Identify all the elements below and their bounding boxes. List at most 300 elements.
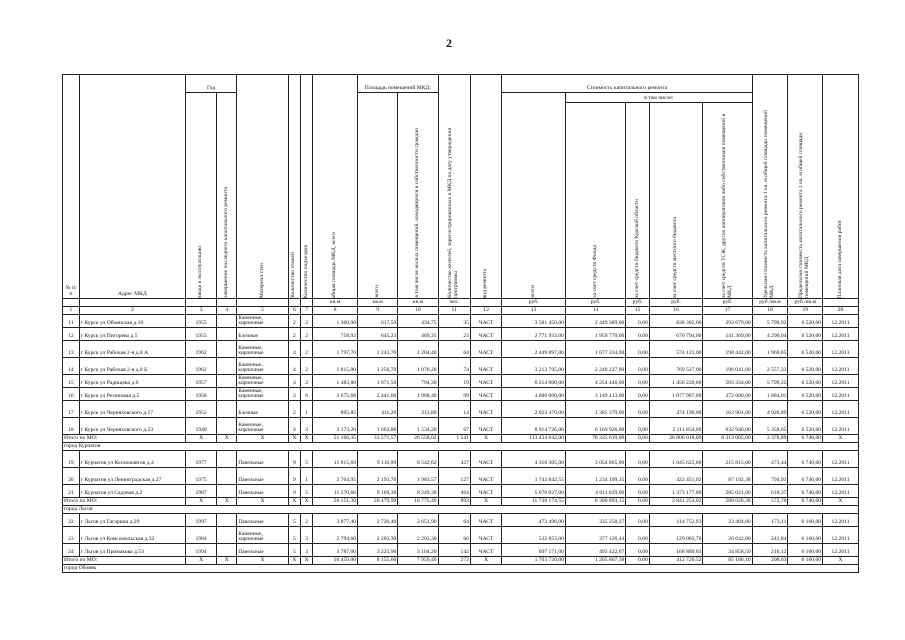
cell-c1: 1 677 334,00 — [565, 341, 625, 358]
header-year-commission: ввода в эксплуатацию — [185, 93, 216, 299]
cell-c4: 285 021,00 — [703, 485, 752, 498]
cell-y1: 1955 — [185, 315, 216, 328]
cell-en: 2 — [301, 375, 313, 388]
table-row — [63, 544, 859, 557]
total-c1: 1 205 807,38 — [565, 557, 625, 565]
cell-d: 12.2011 — [823, 315, 859, 328]
row-address: г Курск ул Обоянская д.10 — [79, 315, 185, 328]
total-l: 6 740,00 — [788, 498, 823, 506]
cell-c3: 1 456 220,00 — [649, 375, 703, 388]
cell-d: 12.2011 — [823, 358, 859, 375]
row-number: 23 — [63, 527, 80, 544]
header-cost-total: всего — [502, 93, 566, 299]
total-c1: 78 335 619,00 — [565, 435, 625, 443]
cell-y2 — [217, 315, 237, 328]
header-cost-owners: за счет средств ТСЖ, других кооперативов либо собственников помещений в МКД — [703, 103, 752, 299]
cell-c2: 0,00 — [626, 514, 649, 527]
cell-area: 1 797,70 — [313, 341, 358, 358]
cell-c3: 168 889,83 — [649, 544, 703, 557]
cell-c: 4 600 000,00 — [502, 388, 566, 401]
cell-y1: 1957 — [185, 375, 216, 388]
cell-a1: 1 243,70 — [358, 341, 398, 358]
total-c4: 85 186,10 — [703, 557, 752, 565]
header-year-last-repair: завершение последнего капитального ремонта — [217, 93, 237, 299]
cell-y2 — [217, 485, 237, 498]
cell-en: 1 — [301, 468, 313, 485]
row-number: 24 — [63, 544, 80, 557]
cell-y1: 1962 — [185, 341, 216, 358]
total-y1: X — [185, 557, 216, 565]
total-a1: 8 155,60 — [358, 557, 398, 565]
total-a2: 18 775,49 — [398, 498, 438, 506]
total-label: Итого по МО: — [63, 557, 186, 565]
cell-fl: 4 — [288, 341, 300, 358]
cell-c4: 293 679,00 — [703, 315, 752, 328]
cell-y2 — [217, 544, 237, 557]
total-c4: 8 313 005,00 — [703, 435, 752, 443]
cell-c2: 0,00 — [626, 418, 649, 435]
cell-mat: Каменные, кирпичные — [237, 315, 288, 328]
cell-c: 2 771 933,00 — [502, 328, 566, 341]
cell-d: 12.2011 — [823, 418, 859, 435]
cell-c1: 493 422,67 — [565, 544, 625, 557]
row-address: г Курчатов ул Космонавтов д.4 — [79, 451, 185, 468]
row-address: г Курск ул Радищева д.6 — [79, 375, 185, 388]
cell-u: 5 799,25 — [752, 375, 788, 388]
cell-d: 12.2011 — [823, 328, 859, 341]
cell-type: ЧАСТ — [470, 375, 501, 388]
cell-c2: 0,00 — [626, 328, 649, 341]
cell-c: 2 023 470,00 — [502, 401, 566, 418]
cell-u: 4 920,89 — [752, 401, 788, 418]
cell-y2 — [217, 341, 237, 358]
total-l: 6 160,00 — [788, 557, 823, 565]
cell-c1: 4 254 446,00 — [565, 375, 625, 388]
cell-l: 6 520,00 — [788, 418, 823, 435]
total-c3: 412 726,52 — [649, 557, 703, 565]
cell-l: 6 520,00 — [788, 315, 823, 328]
cell-u: 618,37 — [752, 485, 788, 498]
row-address: г Курск ул Резиновая д.5 — [79, 388, 185, 401]
row-address: г Курск ул Пигорева д.5 — [79, 328, 185, 341]
cell-c2: 0,00 — [626, 544, 649, 557]
header-wall-material: Материал стен — [237, 75, 288, 299]
total-row — [63, 435, 859, 443]
cell-a2: 1 204,40 — [398, 341, 438, 358]
cell-area: 1 483,80 — [313, 375, 358, 388]
header-cost-group: Стоимость капитального ремонта — [502, 75, 752, 93]
header-unit-cost: Удельная стоимость капитального ремонта 1 кв. м общей площади помещений МКД — [752, 75, 788, 299]
cell-area: 11 815,69 — [313, 451, 358, 468]
cell-area: 3 173,20 — [313, 418, 358, 435]
total-d: X — [823, 557, 859, 565]
cell-l: 6 740,00 — [788, 451, 823, 468]
cell-c1: 1 385 379,00 — [565, 401, 625, 418]
cell-type: ЧАСТ — [470, 315, 501, 328]
total-l: 6 740,00 — [788, 435, 823, 443]
cell-l: 6 160,00 — [788, 527, 823, 544]
total-y2: X — [217, 498, 237, 506]
cell-c1: 3 054 865,00 — [565, 451, 625, 468]
cell-type: ЧАСТ — [470, 451, 501, 468]
cell-res: 64 — [438, 341, 470, 358]
row-address: г Курск ул Черняховского д.23 — [79, 418, 185, 435]
cell-mat: Каменные, кирпичные — [237, 375, 288, 388]
cell-mat: Блочные — [237, 328, 288, 341]
cell-y2 — [217, 527, 237, 544]
cell-c: 6 214 000,00 — [502, 375, 566, 388]
cell-a1: 411,20 — [358, 401, 398, 418]
total-c2: 0,00 — [626, 557, 649, 565]
cell-c1: 2 248 227,00 — [565, 358, 625, 375]
total-type: X — [470, 498, 501, 506]
cell-c2: 0,00 — [626, 375, 649, 388]
header-entrances: Количество подъездов — [301, 75, 313, 299]
cell-a2: 1 908,40 — [398, 388, 438, 401]
total-res: 272 — [438, 557, 470, 565]
cell-a1: 617,50 — [358, 315, 398, 328]
row-address: г Курск ул Рабочая 2-я д.8 Б — [79, 358, 185, 375]
total-en: X — [301, 498, 313, 506]
cell-c: 3 213 795,00 — [502, 358, 566, 375]
total-fl: X — [288, 498, 300, 506]
cell-a2: 794,30 — [398, 375, 438, 388]
city-name: город Льгов — [63, 506, 859, 514]
cell-c3: 422 451,02 — [649, 468, 703, 485]
cell-area: 1 815,00 — [313, 358, 358, 375]
cell-c3: 129 083,76 — [649, 527, 703, 544]
repair-program-table — [62, 74, 859, 573]
row-number: 13 — [63, 341, 80, 358]
table-row — [63, 418, 859, 435]
total-u: 572,76 — [752, 498, 788, 506]
cell-l: 6 520,00 — [788, 388, 823, 401]
total-c4: 588 028,38 — [703, 498, 752, 506]
cell-c: 4 316 305,00 — [502, 451, 566, 468]
cell-a2: 3 104,20 — [398, 544, 438, 557]
total-type: X — [470, 435, 501, 443]
table-row — [63, 315, 859, 328]
cell-area: 3 877,40 — [313, 514, 358, 527]
cell-u: 173,11 — [752, 514, 788, 527]
row-address: г Курск ул Черняховского д.17 — [79, 401, 185, 418]
cell-type: ЧАСТ — [470, 388, 501, 401]
row-number: 12 — [63, 328, 80, 341]
cell-type: ЧАСТ — [470, 401, 501, 418]
cell-en: 1 — [301, 401, 313, 418]
cell-a1: 2 193,70 — [358, 468, 398, 485]
cell-mat: Каменные, кирпичные — [237, 527, 288, 544]
table-row — [63, 388, 859, 401]
cell-y2 — [217, 358, 237, 375]
total-label: Итого по МО: — [63, 498, 186, 506]
cell-mat: Панельные — [237, 485, 288, 498]
total-d: X — [823, 498, 859, 506]
column-numbers-row: 1 2 3 4 5 6 7 8 9 10 11 12 13 14 15 16 17 18 19 20 — [63, 307, 859, 315]
table-row — [63, 401, 859, 418]
total-y1: X — [185, 435, 216, 443]
total-u: 208,63 — [752, 557, 788, 565]
cell-l: 6 740,00 — [788, 468, 823, 485]
header-cost-local: за счет средств местного бюджета — [649, 103, 703, 299]
cell-c3: 574 121,00 — [649, 341, 703, 358]
cell-a2: 313,80 — [398, 401, 438, 418]
cell-c: 473 496,00 — [502, 514, 566, 527]
cell-y2 — [217, 388, 237, 401]
cell-c: 5 670 027,00 — [502, 485, 566, 498]
cell-area: 2 794,60 — [313, 527, 358, 544]
cell-c4: 23 484,80 — [703, 514, 752, 527]
cell-res: 14 — [438, 401, 470, 418]
cell-d: 12.2011 — [823, 451, 859, 468]
cell-fl: 4 — [288, 358, 300, 375]
cell-mat: Панельные — [237, 544, 288, 557]
cell-y2 — [217, 514, 237, 527]
cell-en: 2 — [301, 315, 313, 328]
cell-a2: 2 651,90 — [398, 514, 438, 527]
row-address: г Льгов ул Комсомольская д.32 — [79, 527, 185, 544]
cell-en: 5 — [301, 485, 313, 498]
cell-c: 697 171,00 — [502, 544, 566, 557]
total-c: 11 730 174,55 — [502, 498, 566, 506]
total-a2: 26 558,02 — [398, 435, 438, 443]
cell-res: 23 — [438, 328, 470, 341]
table-row — [63, 485, 859, 498]
cell-c2: 0,00 — [626, 341, 649, 358]
cell-mat: Панельные — [237, 468, 288, 485]
header-repair-type: вид ремонта — [470, 75, 501, 299]
cell-res: 127 — [438, 468, 470, 485]
cell-y1: 1984 — [185, 527, 216, 544]
cell-en: 2 — [301, 328, 313, 341]
cell-a1: 645,23 — [358, 328, 398, 341]
cell-y2 — [217, 401, 237, 418]
cell-u: 1 969,85 — [752, 341, 788, 358]
total-u: 3 378,89 — [752, 435, 788, 443]
table-row — [63, 527, 859, 544]
header-year-group: Год — [185, 75, 236, 93]
cell-c1: 1 234 199,15 — [565, 468, 625, 485]
cell-en: 3 — [301, 527, 313, 544]
cell-c4: 372 600,00 — [703, 388, 752, 401]
city-name: город Обоянь — [63, 565, 859, 573]
cell-d: 12.2011 — [823, 485, 859, 498]
cell-c2: 0,00 — [626, 401, 649, 418]
cell-en: 3 — [301, 544, 313, 557]
cell-a1: 2 726,40 — [358, 514, 398, 527]
row-number: 21 — [63, 485, 80, 498]
cell-c3: 769 527,00 — [649, 358, 703, 375]
cell-l: 6 520,00 — [788, 401, 823, 418]
cell-en: 6 — [301, 388, 313, 401]
cell-type: ЧАСТ — [470, 485, 501, 498]
cell-d: 12.2011 — [823, 375, 859, 388]
cell-l: 6 520,00 — [788, 328, 823, 341]
cell-en: 3 — [301, 418, 313, 435]
cell-res: 64 — [438, 514, 470, 527]
cell-l: 6 160,00 — [788, 544, 823, 557]
cell-d: 12.2011 — [823, 341, 859, 358]
cell-type: ЧАСТ — [470, 544, 501, 557]
cell-c4: 87 192,38 — [703, 468, 752, 485]
cell-fl: 5 — [288, 514, 300, 527]
header-area-citizens: в том числе жилых помещений, находящихся в собственности граждан — [398, 93, 438, 299]
cell-mat: Панельные — [237, 514, 288, 527]
cell-d: 12.2011 — [823, 527, 859, 544]
cell-res: 74 — [438, 358, 470, 375]
cell-u: 5 358,05 — [752, 418, 788, 435]
cell-mat: Панельные — [237, 451, 288, 468]
cell-c2: 0,00 — [626, 315, 649, 328]
total-type: X — [470, 557, 501, 565]
total-en: X — [301, 557, 313, 565]
cell-a2: 1 076,20 — [398, 358, 438, 375]
total-c2: 0,00 — [626, 498, 649, 506]
cell-type: ЧАСТ — [470, 418, 501, 435]
cell-y1: 1940 — [185, 418, 216, 435]
cell-c: 2 449 897,00 — [502, 341, 566, 358]
total-row — [63, 557, 859, 565]
cell-area: 11 570,66 — [313, 485, 358, 498]
cell-c4: 26 642,80 — [703, 527, 752, 544]
row-number: 16 — [63, 388, 80, 401]
cell-a1: 1 663,80 — [358, 418, 398, 435]
cell-res: 19 — [438, 375, 470, 388]
cell-c4: 141 369,00 — [703, 328, 752, 341]
cell-c3: 838 382,00 — [649, 315, 703, 328]
cell-y2 — [217, 418, 237, 435]
cell-fl: 2 — [288, 315, 300, 328]
table-row — [63, 375, 859, 388]
cell-c1: 2 449 389,00 — [565, 315, 625, 328]
total-a1: 33 571,57 — [358, 435, 398, 443]
header-address: Адрес МКД — [79, 75, 185, 299]
cell-y1: 1997 — [185, 514, 216, 527]
total-res: 993 — [438, 498, 470, 506]
cell-c4: 198 442,00 — [703, 341, 752, 358]
cell-c3: 1 045 625,00 — [649, 451, 703, 468]
cell-c1: 377 126,44 — [565, 527, 625, 544]
row-number: 22 — [63, 514, 80, 527]
cell-type: ЧАСТ — [470, 468, 501, 485]
cell-a1: 1 256,70 — [358, 358, 398, 375]
cell-c4: 215 815,00 — [703, 451, 752, 468]
total-c1: 8 300 893,15 — [565, 498, 625, 506]
cell-fl: 4 — [288, 375, 300, 388]
cell-c3: 1 077 987,00 — [649, 388, 703, 401]
total-c: 1 703 720,00 — [502, 557, 566, 565]
cell-mat: Каменные, кирпичные — [237, 358, 288, 375]
row-number: 20 — [63, 468, 80, 485]
cell-type: ЧАСТ — [470, 527, 501, 544]
row-number: 19 — [63, 451, 80, 468]
cell-fl: 5 — [288, 527, 300, 544]
city-header-row — [63, 443, 859, 451]
header-area-group: Площадь помещений МКД: — [358, 75, 438, 93]
cell-type: ЧАСТ — [470, 514, 501, 527]
cell-fl: 2 — [288, 328, 300, 341]
cell-fl: 9 — [288, 485, 300, 498]
header-num: № п/п — [63, 75, 80, 299]
table-row — [63, 328, 859, 341]
cell-c1: 6 169 926,00 — [565, 418, 625, 435]
total-d: X — [823, 435, 859, 443]
cell-c: 3 581 450,00 — [502, 315, 566, 328]
cell-res: 67 — [438, 418, 470, 435]
total-row — [63, 498, 859, 506]
table-row — [63, 451, 859, 468]
cell-en: 2 — [301, 514, 313, 527]
cell-type: ЧАСТ — [470, 341, 501, 358]
cell-c4: 196 041,00 — [703, 358, 752, 375]
cell-c4: 34 858,50 — [703, 544, 752, 557]
table-row — [63, 358, 859, 375]
cell-a1: 9 169,30 — [358, 485, 398, 498]
cell-c2: 0,00 — [626, 468, 649, 485]
cell-y1: 1952 — [185, 401, 216, 418]
row-number: 11 — [63, 315, 80, 328]
total-en: X — [301, 435, 313, 443]
cell-y2 — [217, 328, 237, 341]
total-mat: X — [237, 557, 288, 565]
cell-area: 2 764,95 — [313, 468, 358, 485]
cell-a2: 469,35 — [398, 328, 438, 341]
cell-u: 5 799,92 — [752, 315, 788, 328]
cell-l: 6 160,00 — [788, 514, 823, 527]
header-cost-fund: за счет средств Фонда — [565, 103, 625, 299]
cell-a2: 1 983,57 — [398, 468, 438, 485]
cell-mat: Каменные, кирпичные — [237, 418, 288, 435]
cell-area: 865,85 — [313, 401, 358, 418]
total-mat: X — [237, 435, 288, 443]
header-total-area: общая площадь МКД, всего — [313, 75, 358, 299]
total-area: 26 151,30 — [313, 498, 358, 506]
header-cost-incl: в том числе: — [565, 93, 752, 103]
cell-u: 473,44 — [752, 451, 788, 468]
cell-c4: 163 901,00 — [703, 401, 752, 418]
cell-res: 427 — [438, 451, 470, 468]
cell-mat: Блочные — [237, 401, 288, 418]
cell-y1: 1975 — [185, 468, 216, 485]
cell-y1: 1994 — [185, 544, 216, 557]
cell-en: 2 — [301, 341, 313, 358]
cell-c1: 3 149 413,00 — [565, 388, 625, 401]
cell-c1: 4 011 829,00 — [565, 485, 625, 498]
row-address: г Курск ул Рабочая 2-я д.8 А — [79, 341, 185, 358]
cell-a1: 9 116,99 — [358, 451, 398, 468]
cell-c1: 1 959 770,00 — [565, 328, 625, 341]
row-address: г Льгов ул Гагарина д.29 — [79, 514, 185, 527]
cell-area: 758,92 — [313, 328, 358, 341]
cell-u: 4 296,04 — [752, 328, 788, 341]
header-cost-region: за счет средств бюджета Курской области — [626, 103, 649, 299]
row-number: 14 — [63, 358, 80, 375]
cell-c: 1 743 842,55 — [502, 468, 566, 485]
cell-c4: 632 946,00 — [703, 418, 752, 435]
cell-area: 3 675,68 — [313, 388, 358, 401]
total-c3: 2 841 253,02 — [649, 498, 703, 506]
table-row — [63, 341, 859, 358]
cell-a2: 2 203,30 — [398, 527, 438, 544]
cell-c2: 0,00 — [626, 358, 649, 375]
cell-c2: 0,00 — [626, 388, 649, 401]
header-residents: Количество жителей, зарегистрированных в МКД на дату утверждения программы — [438, 75, 470, 299]
cell-d: 12.2011 — [823, 401, 859, 418]
cell-fl: 5 — [288, 544, 300, 557]
header-area-total: всего — [358, 93, 398, 299]
city-name: город Курчатов — [63, 443, 859, 451]
cell-u: 794,93 — [752, 468, 788, 485]
